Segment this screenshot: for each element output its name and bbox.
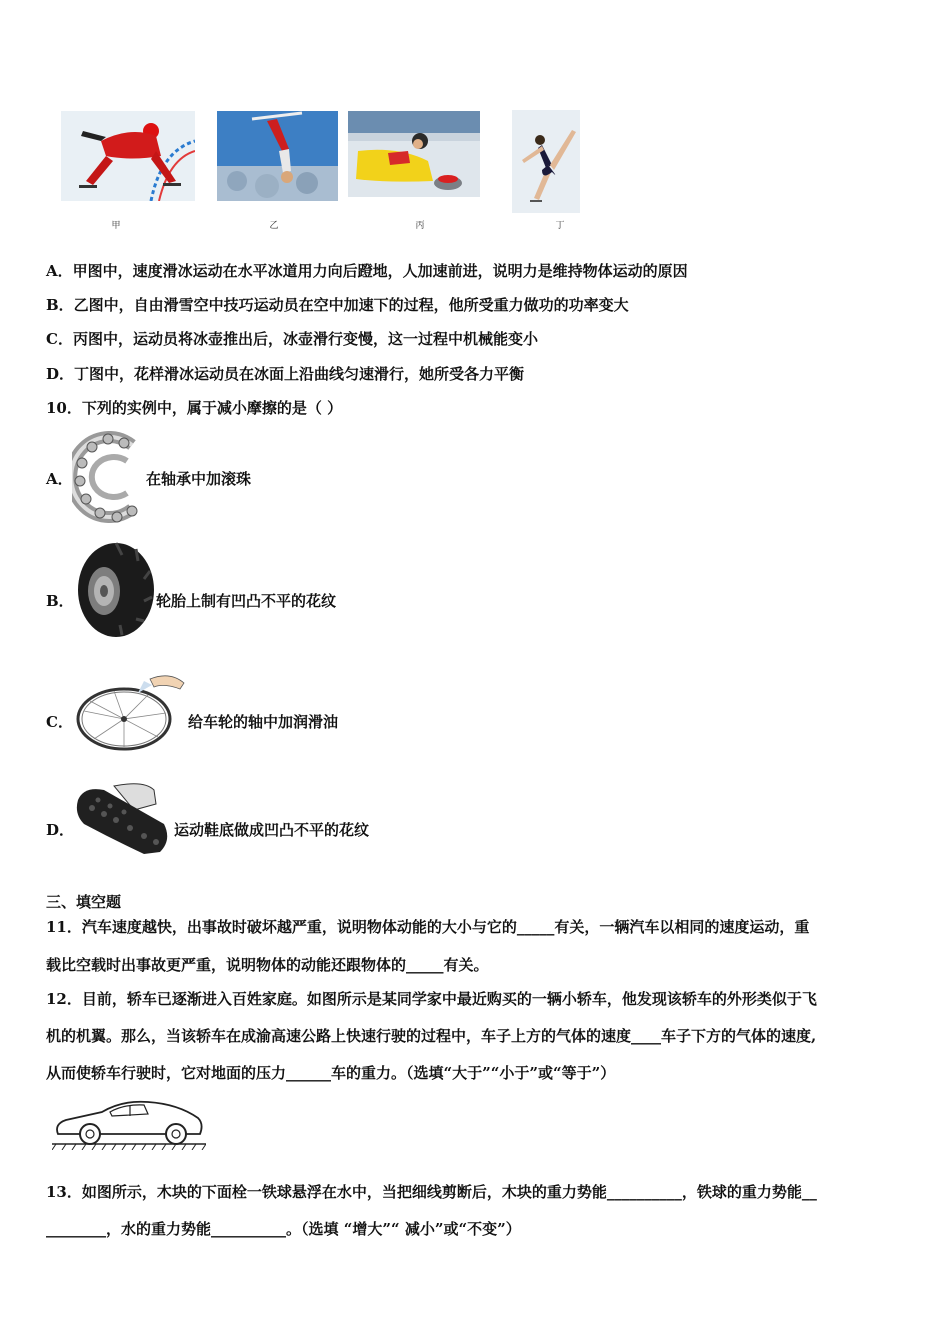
caption-bing: 丙	[415, 221, 425, 231]
ball-bearing-image	[72, 431, 144, 523]
q10-option-c-text: 给车轮的轴中加润滑油	[188, 713, 339, 731]
q11-line2: 载比空载时出事故更严重，说明物体的动能还跟物体的_____有关。	[46, 956, 489, 974]
curling-image	[348, 111, 480, 197]
speed-skating-image	[61, 111, 195, 201]
tire-image	[72, 541, 156, 639]
aerial-skiing-image	[217, 111, 338, 201]
q11-line1: 11．汽车速度越快，出事故时破坏越严重，说明物体动能的大小与它的_____有关，一辆汽车以相同的速度运动，重	[46, 918, 810, 936]
q9-option-b: B．乙图中，自由滑雪空中技巧运动员在空中加速下的过程，他所受重力做功的功率变大	[46, 296, 629, 314]
q10-option-b-label: B．	[46, 592, 74, 610]
q12-line1: 12．目前，轿车已逐渐进入百姓家庭。如图所示是某同学家中最近购买的一辆小轿车，他发现该轿车的外形类似于飞	[46, 990, 817, 1008]
figure-skating-image	[512, 110, 580, 213]
caption-ding: 丁	[555, 221, 565, 231]
q10-option-c-label: C．	[46, 713, 73, 731]
car-image	[52, 1094, 206, 1150]
q10-option-d-label: D．	[46, 821, 75, 839]
section-title: 三、填空题	[46, 893, 122, 911]
q12-line3: 从而使轿车行驶时，它对地面的压力______车的重力。（选填“大于”“小于”或“等于”）	[46, 1064, 616, 1082]
q9-option-d: D．丁图中，花样滑冰运动员在冰面上沿曲线匀速滑行，她所受各力平衡	[46, 365, 525, 383]
caption-jia: 甲	[111, 221, 121, 231]
q10-option-b-text: 轮胎上制有凹凸不平的花纹	[156, 592, 337, 610]
q10-stem: 10．下列的实例中，属于减小摩擦的是（ ）	[46, 399, 343, 417]
q10-option-a-text: 在轴承中加滚珠	[146, 470, 252, 488]
caption-yi: 乙	[269, 221, 279, 231]
q10-option-d-text: 运动鞋底做成凹凸不平的花纹	[174, 821, 370, 839]
q10-option-a-label: A．	[46, 470, 73, 488]
q9-option-a: A．甲图中，速度滑冰运动在水平冰道用力向后蹬地，人加速前进，说明力是维持物体运动的原因	[46, 262, 688, 280]
q12-line2: 机的机翼。那么，当该轿车在成渝高速公路上快速行驶的过程中，车子上方的气体的速度____车子下方的气体的速度,	[46, 1027, 817, 1045]
q9-option-c: C．丙图中，运动员将冰壶推出后，冰壶滑行变慢，这一过程中机械能变小	[46, 330, 538, 348]
q13-line1: 13．如图所示，木块的下面栓一铁球悬浮在水中，当把细线剪断后，木块的重力势能__________，铁球的重力势能__	[46, 1183, 817, 1201]
q13-line2: ________，水的重力势能__________。（选填 “增大”“ 减小”或“不变”）	[46, 1220, 521, 1238]
sports-shoe-image	[74, 780, 172, 856]
wheel-oiling-image	[74, 671, 186, 755]
